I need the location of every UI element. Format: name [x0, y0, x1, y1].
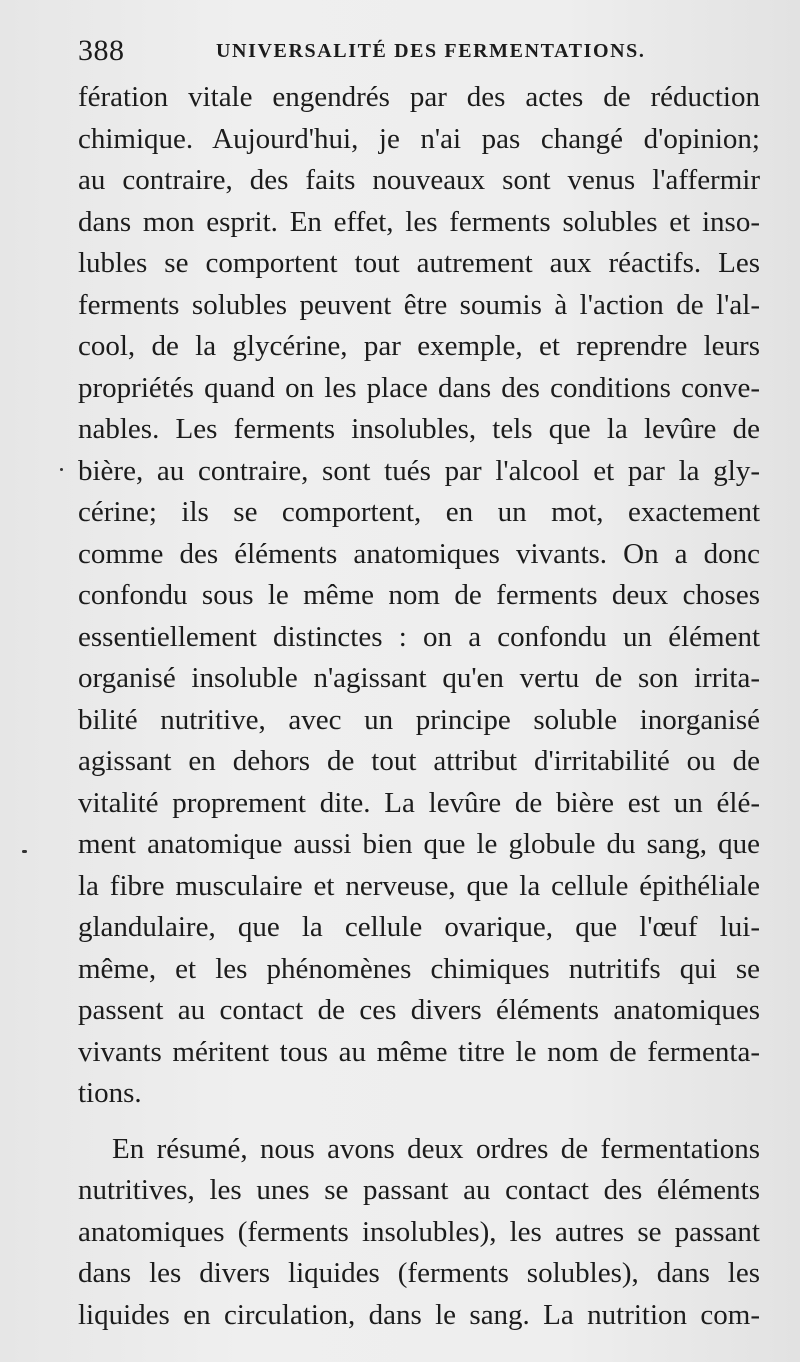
text-line: bière, au contraire, sont tués par l'alcool et par la gly-	[78, 454, 760, 487]
text-line: cool, de la glycérine, par exemple, et reprendre leurs	[78, 330, 760, 362]
running-title: UNIVERSALITÉ DES FERMENTATIONS.	[216, 40, 646, 62]
text-line: glandulaire, que la cellule ovarique, que l'œuf lui-	[78, 911, 760, 943]
text-line: propriétés quand on les place dans des conditions conve-	[78, 371, 760, 404]
text-line: lubles se comportent tout autrement aux réactifs. Les	[78, 247, 760, 279]
text-line: passent au contact de ces divers éléments anatomiques	[78, 994, 760, 1026]
text-line: agissant en dehors de tout attribut d'irritabilité ou de	[78, 745, 760, 777]
text-line: même, et les phénomènes chimiques nutritifs qui se	[78, 952, 760, 985]
text-line: comme des éléments anatomiques vivants. On a donc	[78, 537, 760, 570]
text-line: confondu sous le même nom de ferments deux choses	[78, 579, 760, 611]
page-header	[78, 30, 768, 70]
ink-speck	[60, 468, 63, 471]
text-line: la fibre musculaire et nerveuse, que la cellule épithéliale	[78, 869, 760, 902]
text-line: essentiellement distinctes : on a confondu un élément	[78, 620, 760, 653]
page-number: 388	[78, 34, 125, 67]
text-line: vitalité proprement dite. La levûre de bière est un élé-	[78, 786, 760, 819]
text-line: chimique. Aujourd'hui, je n'ai pas changé d'opinion;	[78, 122, 760, 155]
text-line: fération vitale engendrés par des actes de réduction	[78, 81, 760, 113]
paragraph-gap	[78, 1115, 760, 1129]
text-line: organisé insoluble n'agissant qu'en vertu de son irrita-	[78, 662, 760, 694]
text-line: vivants méritent tous au même titre le nom de fermenta-	[78, 1035, 760, 1068]
text-line: au contraire, des faits nouveaux sont venus l'affermir	[78, 164, 760, 196]
text-line: nutritives, les unes se passant au contact des éléments	[78, 1174, 760, 1206]
text-line: dans mon esprit. En effet, les ferments solubles et inso-	[78, 205, 760, 238]
text-line: tions.	[78, 1077, 142, 1109]
paragraph	[78, 1129, 760, 1337]
text-line: liquides en circulation, dans le sang. La nutrition com-	[78, 1298, 760, 1331]
text-line: En résumé, nous avons deux ordres de fermentations	[112, 1132, 760, 1165]
paragraph	[78, 77, 760, 1115]
text-line: cérine; ils se comportent, en un mot, exactement	[78, 496, 760, 528]
text-line: ferments solubles peuvent être soumis à l'action de l'al-	[78, 288, 760, 321]
page-body	[78, 77, 760, 1336]
ink-speck	[22, 850, 27, 853]
text-line: ment anatomique aussi bien que le globule du sang, que	[78, 828, 760, 860]
text-line: bilité nutritive, avec un principe soluble inorganisé	[78, 703, 760, 736]
text-line: nables. Les ferments insolubles, tels que la levûre de	[78, 413, 760, 445]
text-line: dans les divers liquides (ferments solubles), dans les	[78, 1257, 760, 1289]
text-line: anatomiques (ferments insolubles), les autres se passant	[78, 1215, 760, 1248]
